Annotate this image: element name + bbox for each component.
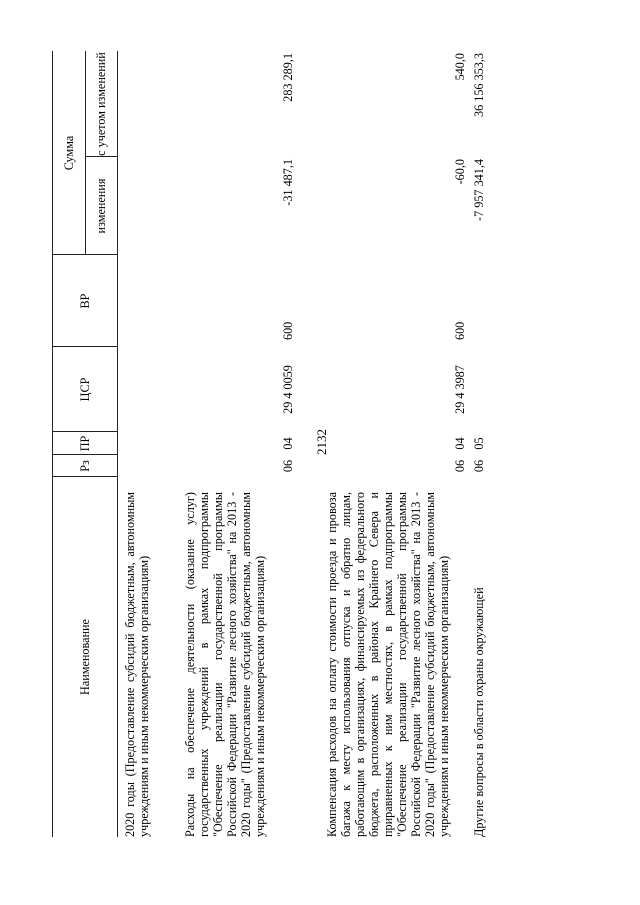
row-3-name: Компенсация расходов на оплату стоимости проезда и провоза багажа к месту использования отпуска и обратно лицам, работающим в организациях, финансируемых из федерального бюджета, расположенных в районах Крайнего Севера и приравненных к ним местностях, в рамках подпрограммы "Обеспечение реализации государственной программы Российской Федерации "Развитие лесного хозяйства" на 2013 - 2020 годы" (Предоставление субсидий бюджетным, автономным учреждениям и иным некоммерческим организациям) [325, 492, 451, 837]
row-3-rz: 06 [453, 459, 467, 473]
row-4-rz: 06 [472, 459, 486, 473]
row-2-vr: 600 [281, 321, 295, 340]
page-number: 2132 [314, 429, 329, 455]
row-2-csr: 29 4 0059 [281, 365, 295, 414]
row-1-name: 2020 годы (Предоставление субсидий бюджетным, автономным учреждениям и иным некоммерческим организациям) [123, 492, 151, 837]
row-2-pr: 04 [281, 437, 295, 450]
header-change: изменения [94, 178, 108, 234]
header-pr: ПР [77, 435, 92, 452]
header-vr: ВР [77, 293, 92, 309]
header-name: Наименование [77, 619, 92, 695]
header-rz: Рз [77, 460, 92, 472]
row-2-change: -31 487,1 [281, 159, 295, 206]
header-csr: ЦСР [77, 377, 92, 402]
row-4-name: Другие вопросы в области охраны окружающей [472, 587, 486, 837]
header-with-change: с учетом изменений [94, 52, 108, 156]
budget-table [52, 51, 612, 837]
row-2-rz: 06 [281, 459, 295, 473]
row-4-with-change: 36 156 353,3 [472, 53, 486, 117]
header-sum: Сумма [61, 135, 76, 171]
row-3-vr: 600 [453, 321, 467, 340]
row-3-pr: 04 [453, 437, 467, 450]
row-2-with-change: 283 289,1 [281, 53, 295, 102]
row-2-name: Расходы на обеспечение деятельности (оказание услуг) государственных учреждений в рамках подпрограммы "Обеспечение реализации государственной программы Российской Федерации "Развитие лесного хозяйства" на 2013 - 2020 годы" (Предоставление субсидий бюджетным, автономным учреждениям и иным некоммерческим организациям) [183, 492, 267, 837]
row-3-change: -60,0 [453, 159, 467, 185]
row-3-with-change: 540,0 [453, 53, 467, 81]
row-3-csr: 29 4 3987 [453, 365, 467, 414]
header-bottom-border [117, 51, 118, 837]
row-4-change: -7 957 341,4 [472, 159, 486, 221]
row-4-pr: 05 [472, 437, 486, 450]
